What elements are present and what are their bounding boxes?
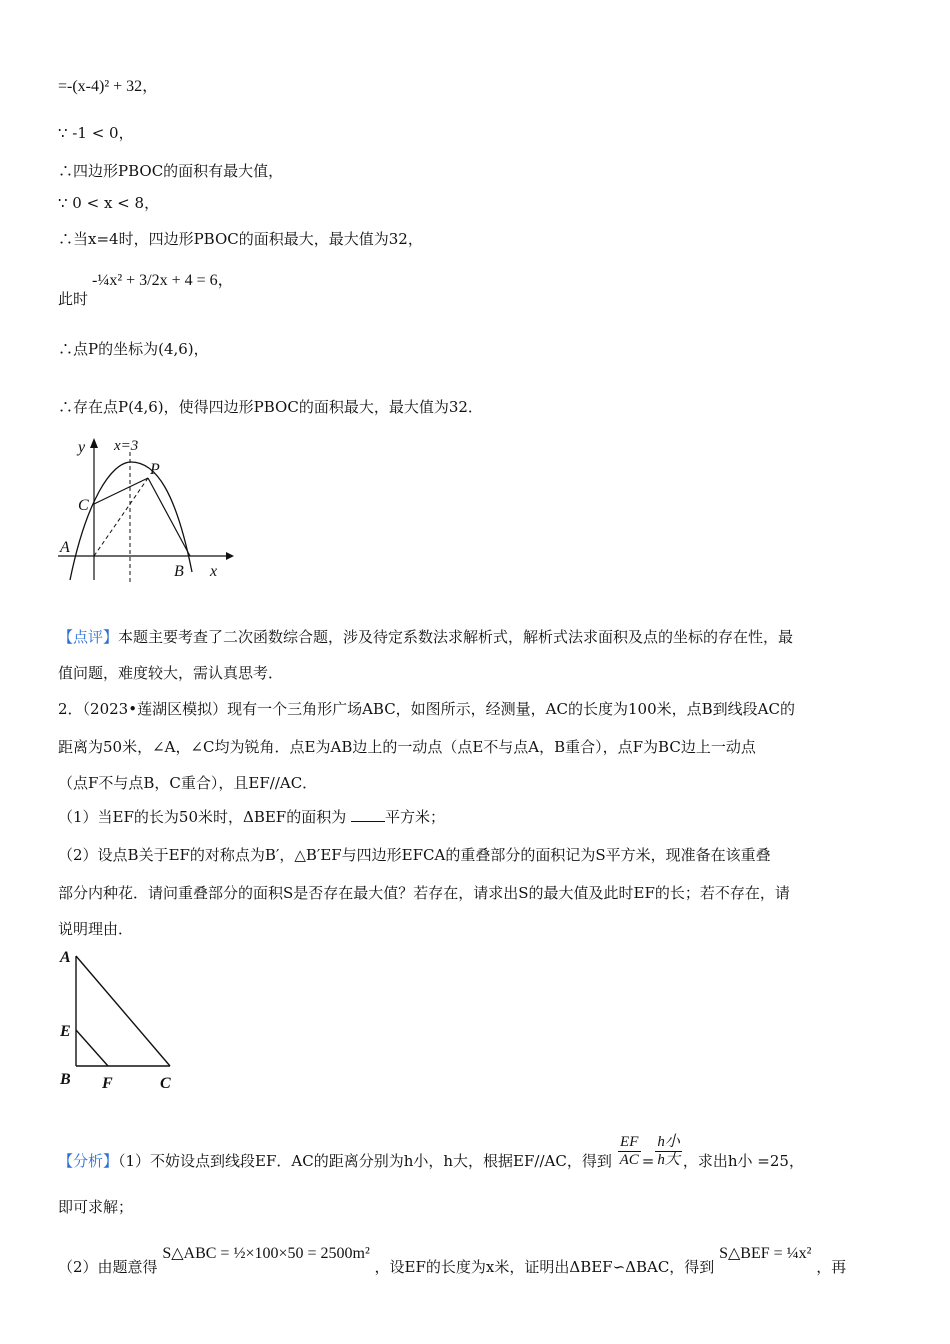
- label-F: F: [102, 1075, 113, 1092]
- problem2-q2-line-3: 说明理由．: [58, 920, 134, 938]
- ratio-fraction-left: $\frac{EF}{AC}$: [619, 1133, 639, 1168]
- side-AC: [76, 956, 170, 1066]
- label-C: C: [78, 497, 89, 514]
- x-axis-arrow: [226, 552, 234, 560]
- analysis-text-1b: ，求出h小 =25，: [682, 1152, 804, 1170]
- problem2-line-1: 2．（2023•莲湖区模拟）现有一个三角形广场ABC，如图所示，经测量，AC的长度为100米，点B到线段AC的: [58, 700, 795, 718]
- comment-text-1: 本题主要考查了二次函数综合题，涉及待定系数法求解析式，解析式法求面积及点的坐标的存在性，最: [118, 628, 794, 646]
- problem2-q1: [58, 806, 445, 828]
- label-x: x: [210, 563, 218, 580]
- problem2-line-2: 距离为50米，∠A，∠C均为锐角．点E为AB边上的一动点（点E不与点A，B重合），点F为BC边上一动点: [58, 738, 756, 756]
- solution-line-4: ∵ 0 < x < 8，: [58, 194, 160, 212]
- area-formula-abc: S△ABC = ½×100×50 = 2500m²: [162, 1245, 370, 1262]
- analysis-line-2: 即可求解；: [58, 1198, 134, 1216]
- analysis-text-1: （1）不妨设点到线段EF．AC的距离分别为h小，h大，根据EF//AC，得到: [118, 1152, 612, 1170]
- analysis-line-1: 【分析】（1）不妨设点到线段EF．AC的距离分别为h小，h大，根据EF//AC，得到 $\frac{EF}{AC}$ = $\frac{\text{h小}}{\text{h大}}$ ，求出h小 =25，: [58, 1133, 804, 1170]
- area-formula-bef: S△BEF = ¼x²: [719, 1245, 812, 1262]
- segment-PB: [148, 478, 190, 556]
- answer-blank: [351, 807, 385, 822]
- solution-line-1: =-(x-4)² + 32，: [58, 78, 159, 95]
- label-E: E: [60, 1023, 71, 1040]
- problem2-q2-line-1: （2）设点B关于EF的对称点为B′，△B′EF与四边形EFCA的重叠部分的面积记为S平方米，现准备在该重叠: [58, 846, 771, 864]
- q1-text: （1）当EF的长为50米时，ΔBEF的面积为: [58, 808, 347, 826]
- label-A: A: [60, 949, 71, 966]
- triangle-figure: [56, 944, 186, 1092]
- label-P: P: [150, 461, 160, 478]
- solution-line-5: ∴当x=4时，四边形PBOC的面积最大，最大值为32，: [58, 230, 423, 248]
- q1-unit: 平方米；: [384, 808, 445, 826]
- ratio-fraction-right: $\frac{\text{h小}}{\text{h大}}$: [657, 1133, 680, 1168]
- solution-line-6-expr: -¼x² + 3/2x + 4 = 6，: [92, 272, 234, 289]
- segment-OP: [94, 478, 148, 556]
- label-C: C: [160, 1075, 171, 1092]
- segment-CP: [94, 478, 148, 504]
- analysis-text-2a: （2）由题意得: [58, 1258, 158, 1276]
- solution-line-7: ∴点P的坐标为(4,6)，: [58, 340, 209, 358]
- segment-EF: [76, 1030, 108, 1066]
- solution-line-8: ∴存在点P(4,6)，使得四边形PBOC的面积最大，最大值为32．: [58, 398, 483, 416]
- comment-tag: 【点评】: [58, 628, 119, 646]
- analysis-tag: 【分析】: [58, 1152, 119, 1170]
- y-axis-arrow: [90, 438, 98, 448]
- problem2-line-3: （点F不与点B，C重合），且EF//AC．: [58, 774, 318, 792]
- analysis-text-2c: ，再: [816, 1258, 847, 1276]
- label-B: B: [174, 563, 184, 580]
- parabola-graph: [56, 432, 236, 582]
- analysis-text-2b: ，设EF的长度为x米，证明出ΔBEF∽ΔBAC，得到: [374, 1258, 715, 1276]
- label-B: B: [60, 1071, 71, 1088]
- solution-line-2: ∵ -1 < 0，: [58, 124, 134, 142]
- label-A: A: [60, 539, 70, 556]
- problem2-q2-line-2: 部分内种花．请问重叠部分的面积S是否存在最大值？若存在，请求出S的最大值及此时EF的长；若不存在，请: [58, 884, 790, 902]
- label-y: y: [78, 439, 86, 456]
- label-x-equals-3: x=3: [114, 438, 139, 454]
- solution-line-6-prefix: 此时: [58, 290, 89, 308]
- solution-line-3: ∴四边形PBOC的面积有最大值，: [58, 162, 284, 180]
- analysis-line-3: [58, 1245, 847, 1279]
- comment-line-2: 值问题，难度较大，需认真思考．: [58, 664, 284, 682]
- comment-line-1: [58, 626, 793, 648]
